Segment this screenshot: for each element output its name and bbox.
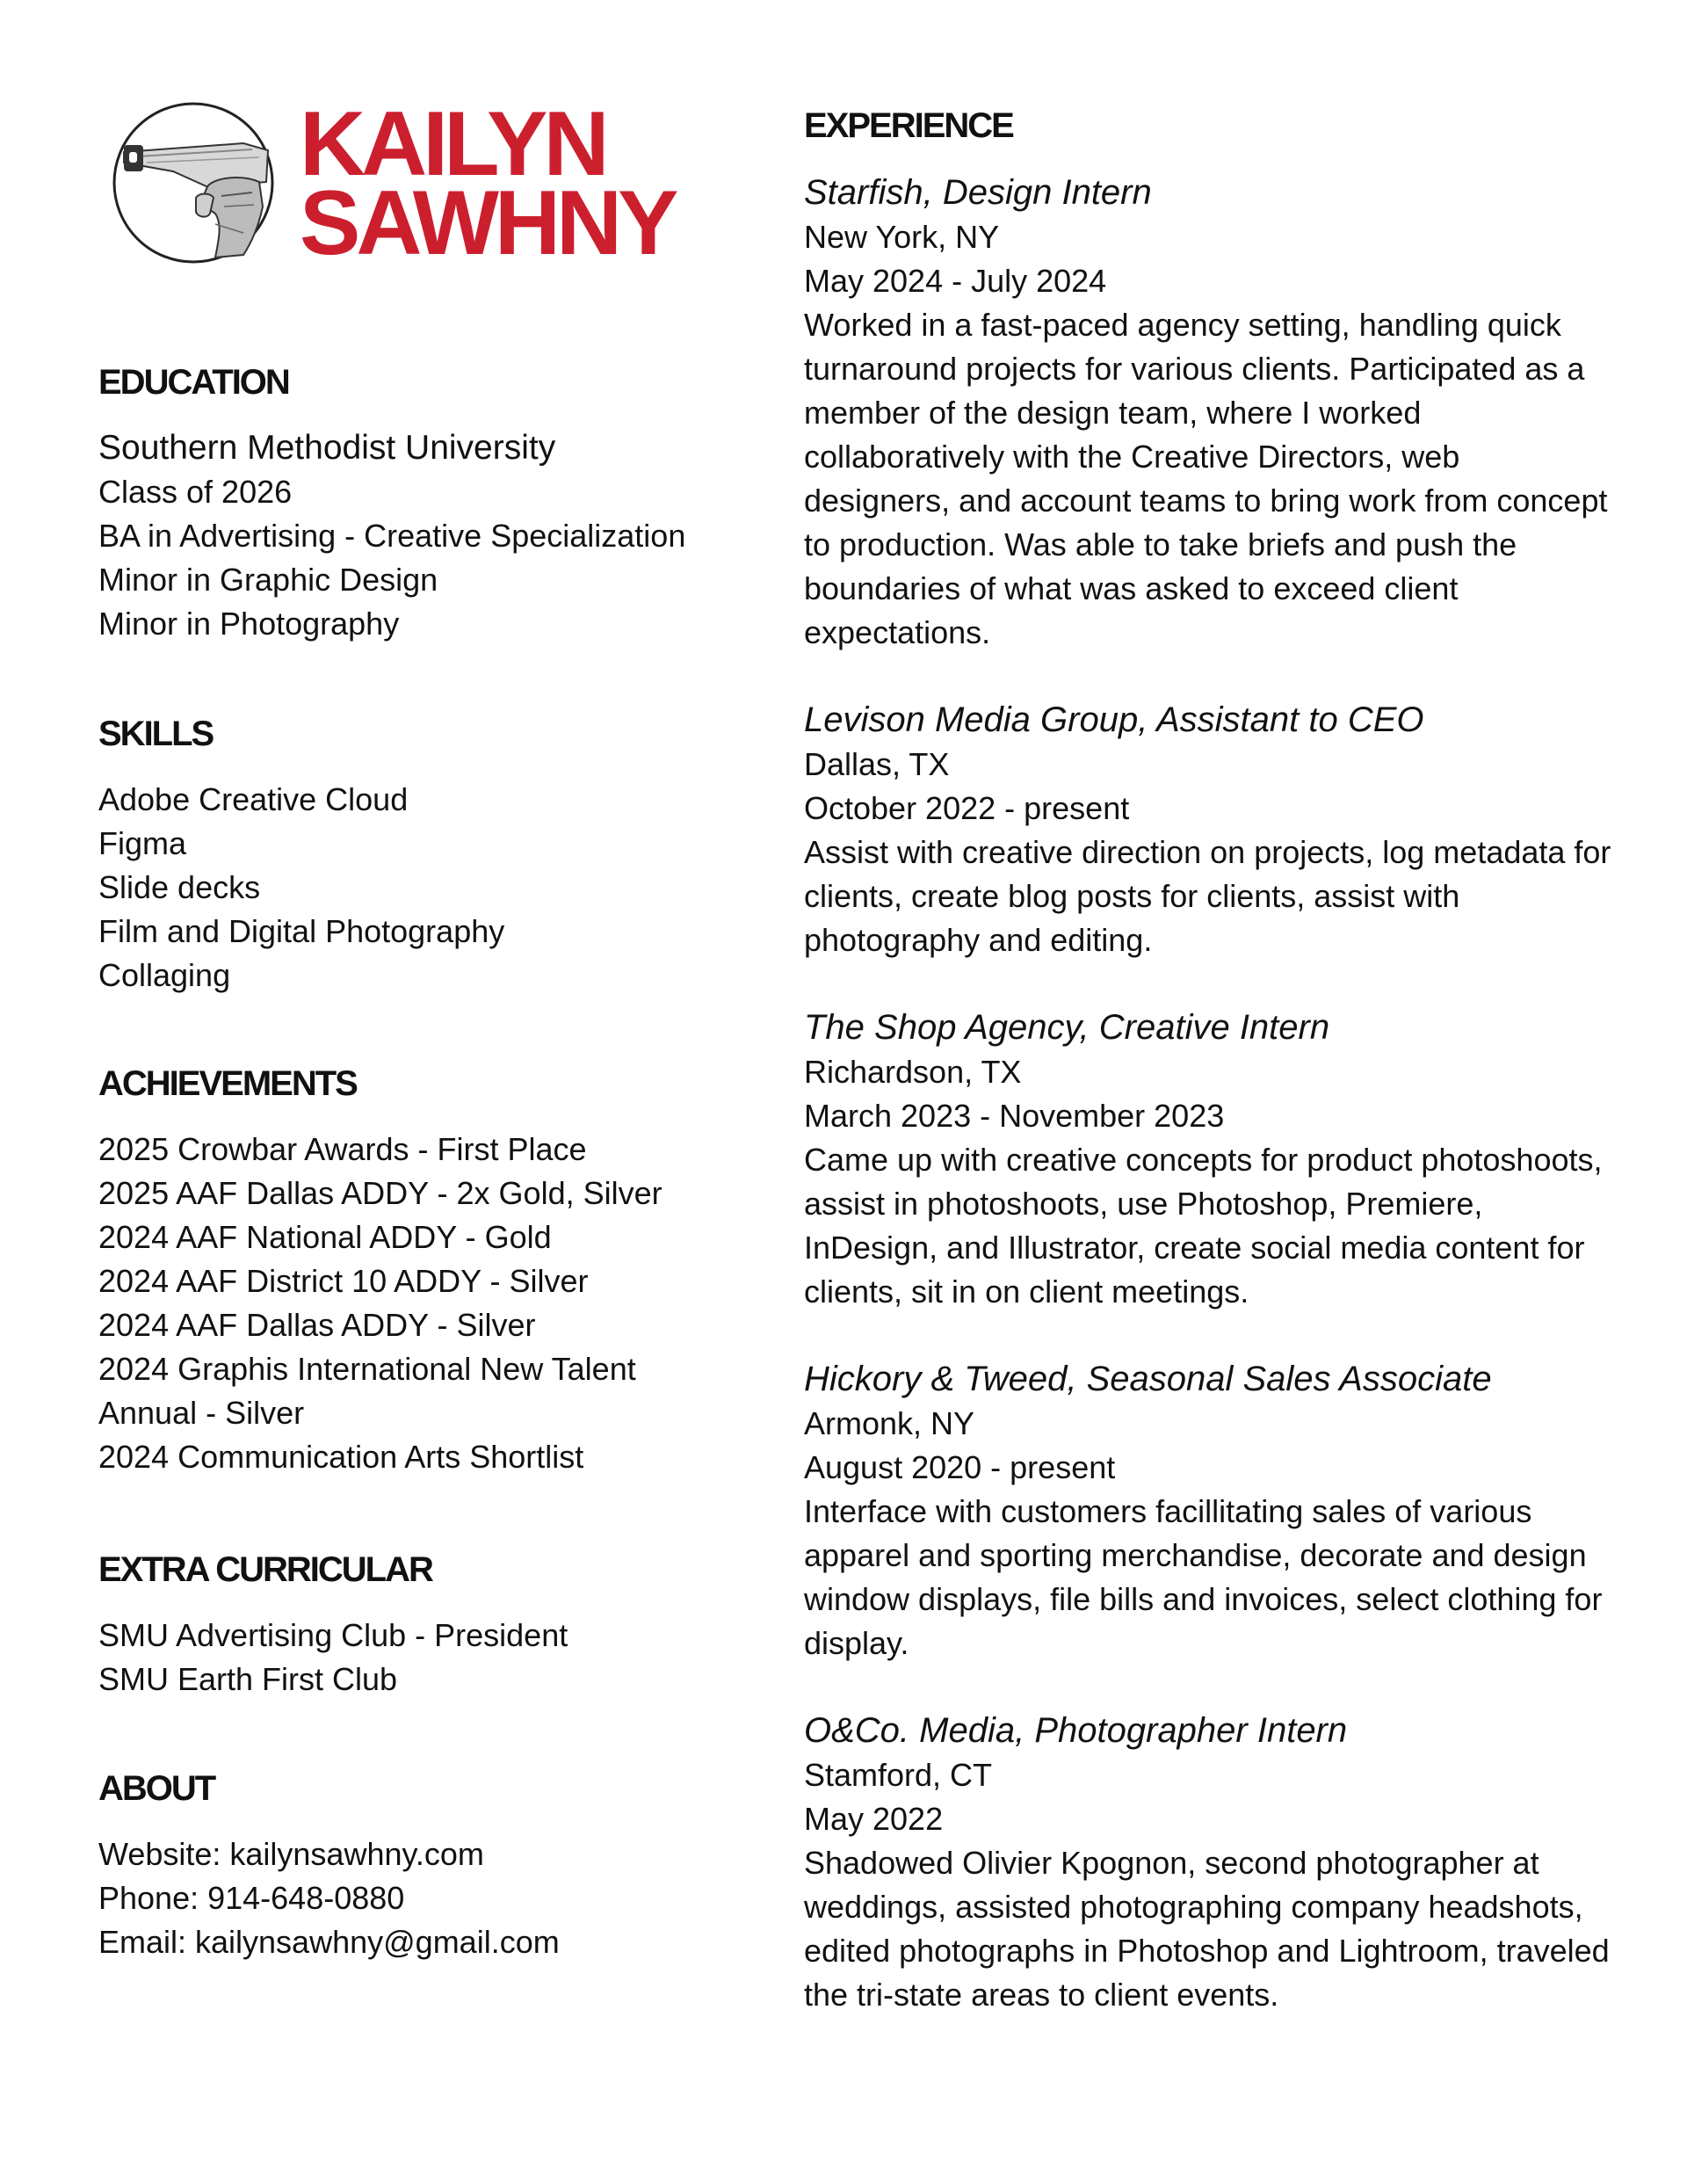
first-name: KAILYN xyxy=(300,93,605,195)
name-title xyxy=(300,93,675,274)
achievements-section xyxy=(98,1063,766,1479)
job-entry xyxy=(804,697,1612,962)
achievements-heading: ACHIEVEMENTS xyxy=(98,1064,357,1103)
job-location: Richardson, TX xyxy=(804,1054,1022,1090)
education-line: Minor in Photography xyxy=(98,606,400,642)
extra-curricular-heading: EXTRA CURRICULAR xyxy=(98,1550,432,1589)
education-section xyxy=(98,362,766,646)
job-description: Shadowed Olivier Kpognon, second photographer at weddings, assisted photographing company headshots, edited photographs in Photoshop and Lightroom, traveled the tri-state areas to client events. xyxy=(804,1845,1610,2013)
education-line: Minor in Graphic Design xyxy=(98,562,438,598)
email-link[interactable]: Email: kailynsawhny@gmail.com xyxy=(98,1924,560,1960)
about-heading: ABOUT xyxy=(98,1769,215,1808)
job-title: Starfish, Design Intern xyxy=(804,173,1152,212)
job-title: The Shop Agency, Creative Intern xyxy=(804,1008,1330,1047)
extra-curricular-item: SMU Advertising Club - President xyxy=(98,1617,568,1653)
achievement-item: 2024 AAF District 10 ADDY - Silver xyxy=(98,1263,589,1299)
last-name: SAWHNY xyxy=(300,172,675,274)
skill-item: Slide decks xyxy=(98,869,261,905)
job-entry xyxy=(804,1005,1612,1314)
achievement-item: 2024 Communication Arts Shortlist xyxy=(98,1439,584,1475)
job-location: New York, NY xyxy=(804,219,1000,255)
job-dates: May 2022 xyxy=(804,1801,944,1837)
job-title: Levison Media Group, Assistant to CEO xyxy=(804,700,1424,739)
job-description: Worked in a fast-paced agency setting, handling quick turnaround projects for various clients. Participated as a member of the design team, where I worked collaboratively with the Creative Directors, web designers, and account teams to bring work from concept to production. Was able to take briefs and push the boundaries of what was asked to exceed client expectations. xyxy=(804,307,1608,650)
skill-item: Figma xyxy=(98,825,187,861)
job-entry xyxy=(804,1708,1612,2017)
website-link[interactable]: Website: kailynsawhny.com xyxy=(98,1836,484,1872)
job-dates: March 2023 - November 2023 xyxy=(804,1098,1225,1134)
skill-item: Film and Digital Photography xyxy=(98,913,505,949)
achievement-item: 2024 AAF National ADDY - Gold xyxy=(98,1219,552,1255)
logo xyxy=(112,93,675,274)
about-section xyxy=(98,1768,766,1964)
job-title: Hickory & Tweed, Seasonal Sales Associate xyxy=(804,1360,1492,1398)
education-school: Southern Methodist University xyxy=(98,429,556,467)
job-description: Assist with creative direction on projects, log metadata for clients, create blog posts for clients, assist with photography and editing. xyxy=(804,834,1611,958)
experience-heading: EXPERIENCE xyxy=(804,106,1013,145)
job-entry xyxy=(804,170,1612,655)
job-entry xyxy=(804,1356,1612,1665)
saw-hand-illustration-icon xyxy=(112,101,275,265)
skills-section xyxy=(98,714,766,998)
achievement-item: 2024 Graphis International New Talent xyxy=(98,1351,636,1387)
job-location: Dallas, TX xyxy=(804,746,950,782)
education-line: Class of 2026 xyxy=(98,474,293,510)
job-dates: May 2024 - July 2024 xyxy=(804,263,1107,299)
skills-heading: SKILLS xyxy=(98,715,214,753)
job-location: Armonk, NY xyxy=(804,1405,975,1441)
job-location: Stamford, CT xyxy=(804,1757,993,1793)
achievement-item: Annual - Silver xyxy=(98,1395,305,1431)
extra-curricular-item: SMU Earth First Club xyxy=(98,1661,398,1697)
education-heading: EDUCATION xyxy=(98,363,289,402)
extra-curricular-section xyxy=(98,1549,766,1701)
job-dates: October 2022 - present xyxy=(804,790,1130,826)
skill-item: Collaging xyxy=(98,957,231,993)
job-description: Interface with customers facillitating sales of various apparel and sporting merchandise, decorate and design window displays, file bills and invoices, select clothing for display. xyxy=(804,1493,1603,1661)
job-description: Came up with creative concepts for product photoshoots, assist in photoshoots, use Photoshop, Premiere, InDesign, and Illustrator, create social media content for clients, sit in on client meetings. xyxy=(804,1142,1603,1310)
job-title: O&Co. Media, Photographer Intern xyxy=(804,1711,1348,1750)
education-line: BA in Advertising - Creative Specialization xyxy=(98,518,686,554)
job-dates: August 2020 - present xyxy=(804,1449,1116,1485)
achievement-item: 2025 Crowbar Awards - First Place xyxy=(98,1131,587,1167)
skill-item: Adobe Creative Cloud xyxy=(98,781,409,817)
achievement-item: 2024 AAF Dallas ADDY - Silver xyxy=(98,1307,536,1343)
experience-section xyxy=(804,105,1612,2059)
phone-number: Phone: 914-648-0880 xyxy=(98,1880,405,1916)
achievement-item: 2025 AAF Dallas ADDY - 2x Gold, Silver xyxy=(98,1175,662,1211)
